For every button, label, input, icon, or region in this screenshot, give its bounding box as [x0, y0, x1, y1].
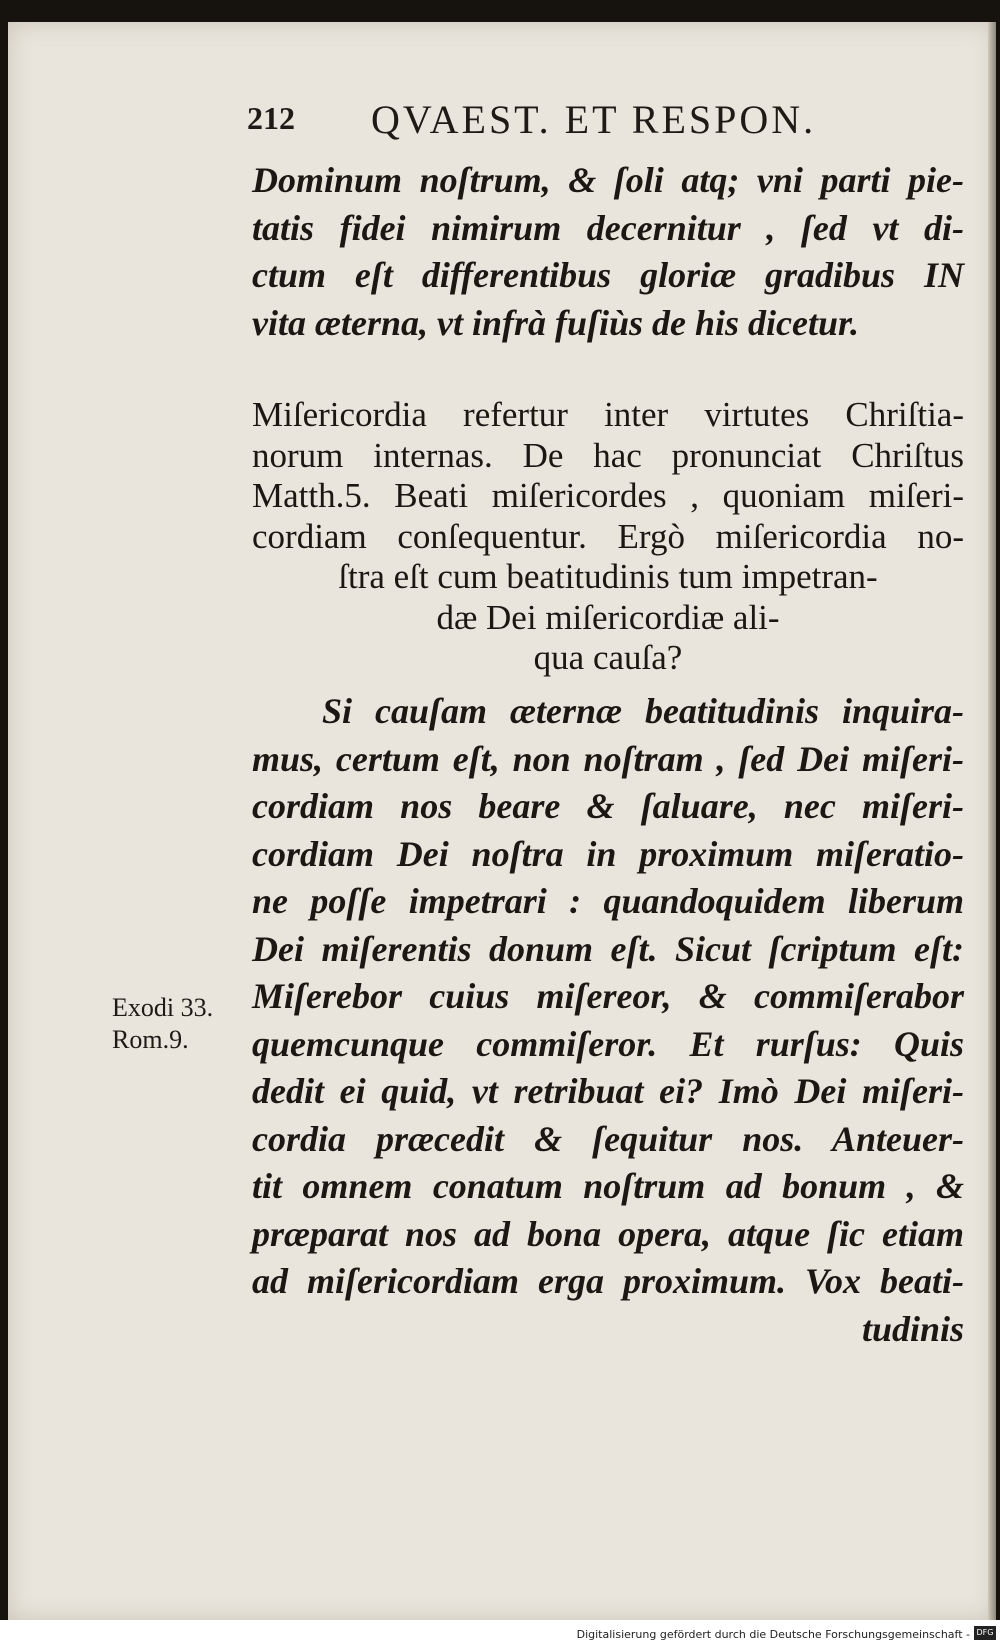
page-number: 212 — [247, 100, 295, 136]
paragraph-1 — [252, 157, 964, 347]
margin-references — [112, 992, 242, 1056]
question-line: norum internas. De hac pronunciat Chriſtus — [252, 435, 964, 475]
funding-credit: Digitalisierung gefördert durch die Deutsche Forschungsgemeinschaft - — [576, 1628, 970, 1641]
question-line: Matth.5. Beati miſericordes , quoniam miſeri- — [252, 476, 964, 515]
text-line: præparat nos ad bona opera, atque ſic etiam — [252, 1213, 964, 1254]
dfg-logo: DFG — [974, 1626, 996, 1640]
running-title: QVAEST. ET RESPON. — [371, 97, 817, 142]
text-line: ctum eſt differentibus gloriæ gradibus IN — [252, 255, 964, 295]
text-line: quemcunque commiſeror. Et rurſus: Quis — [252, 1023, 964, 1064]
text-line: tatis fidei nimirum decernitur , ſed vt di- — [252, 207, 964, 248]
text-line: cordiam nos beare & ſaluare, nec miſeri- — [252, 786, 964, 826]
text-line: vita æterna, vt infrà fuſiùs de his dicetur. — [252, 302, 860, 343]
text-line: cordiam Dei noſtra in proximum miſeratio- — [252, 833, 964, 874]
page-header — [247, 96, 867, 146]
text-line: mus, certum eſt, non noſtram , ſed Dei miſeri- — [252, 738, 964, 779]
margin-note: Exodi 33. — [112, 993, 214, 1022]
question-line: ſtra eſt cum beatitudinis tum impetran- — [338, 557, 878, 596]
question-line: dæ Dei miſericordiæ ali- — [436, 597, 780, 637]
answer-paragraph — [252, 688, 964, 1353]
question-line: Miſericordia refertur inter virtutes Chriſtia- — [252, 395, 964, 434]
text-line: Dei miſerentis donum eſt. Sicut ſcriptum eſt: — [252, 928, 964, 969]
page-edge — [988, 22, 996, 1620]
text-line: cordia præcedit & ſequitur nos. Anteuer- — [252, 1118, 964, 1159]
text-line: tit omnem conatum noſtrum ad bonum , & — [252, 1166, 964, 1206]
question-block — [252, 395, 964, 679]
text-line: Miſerebor cuius miſereor, & commiſerabor — [252, 976, 964, 1016]
text-line: Dominum noſtrum, & ſoli atq; vni parti pie- — [252, 160, 964, 200]
text-line: dedit ei quid, vt retribuat ei? Imò Dei miſeri- — [252, 1071, 964, 1111]
catchword: tudinis — [861, 1308, 964, 1349]
text-line: ne poſſe impetrari : quandoquidem liberum — [252, 881, 964, 921]
question-line: cordiam conſequentur. Ergò miſericordia no- — [252, 516, 964, 556]
margin-note: Rom.9. — [112, 1025, 189, 1054]
footer-bar — [0, 1620, 1000, 1645]
question-line: qua cauſa? — [533, 638, 683, 677]
text-line: Si cauſam æternæ beatitudinis inquira- — [322, 691, 964, 731]
text-line: ad miſericordiam erga proximum. Vox beati- — [252, 1261, 964, 1301]
